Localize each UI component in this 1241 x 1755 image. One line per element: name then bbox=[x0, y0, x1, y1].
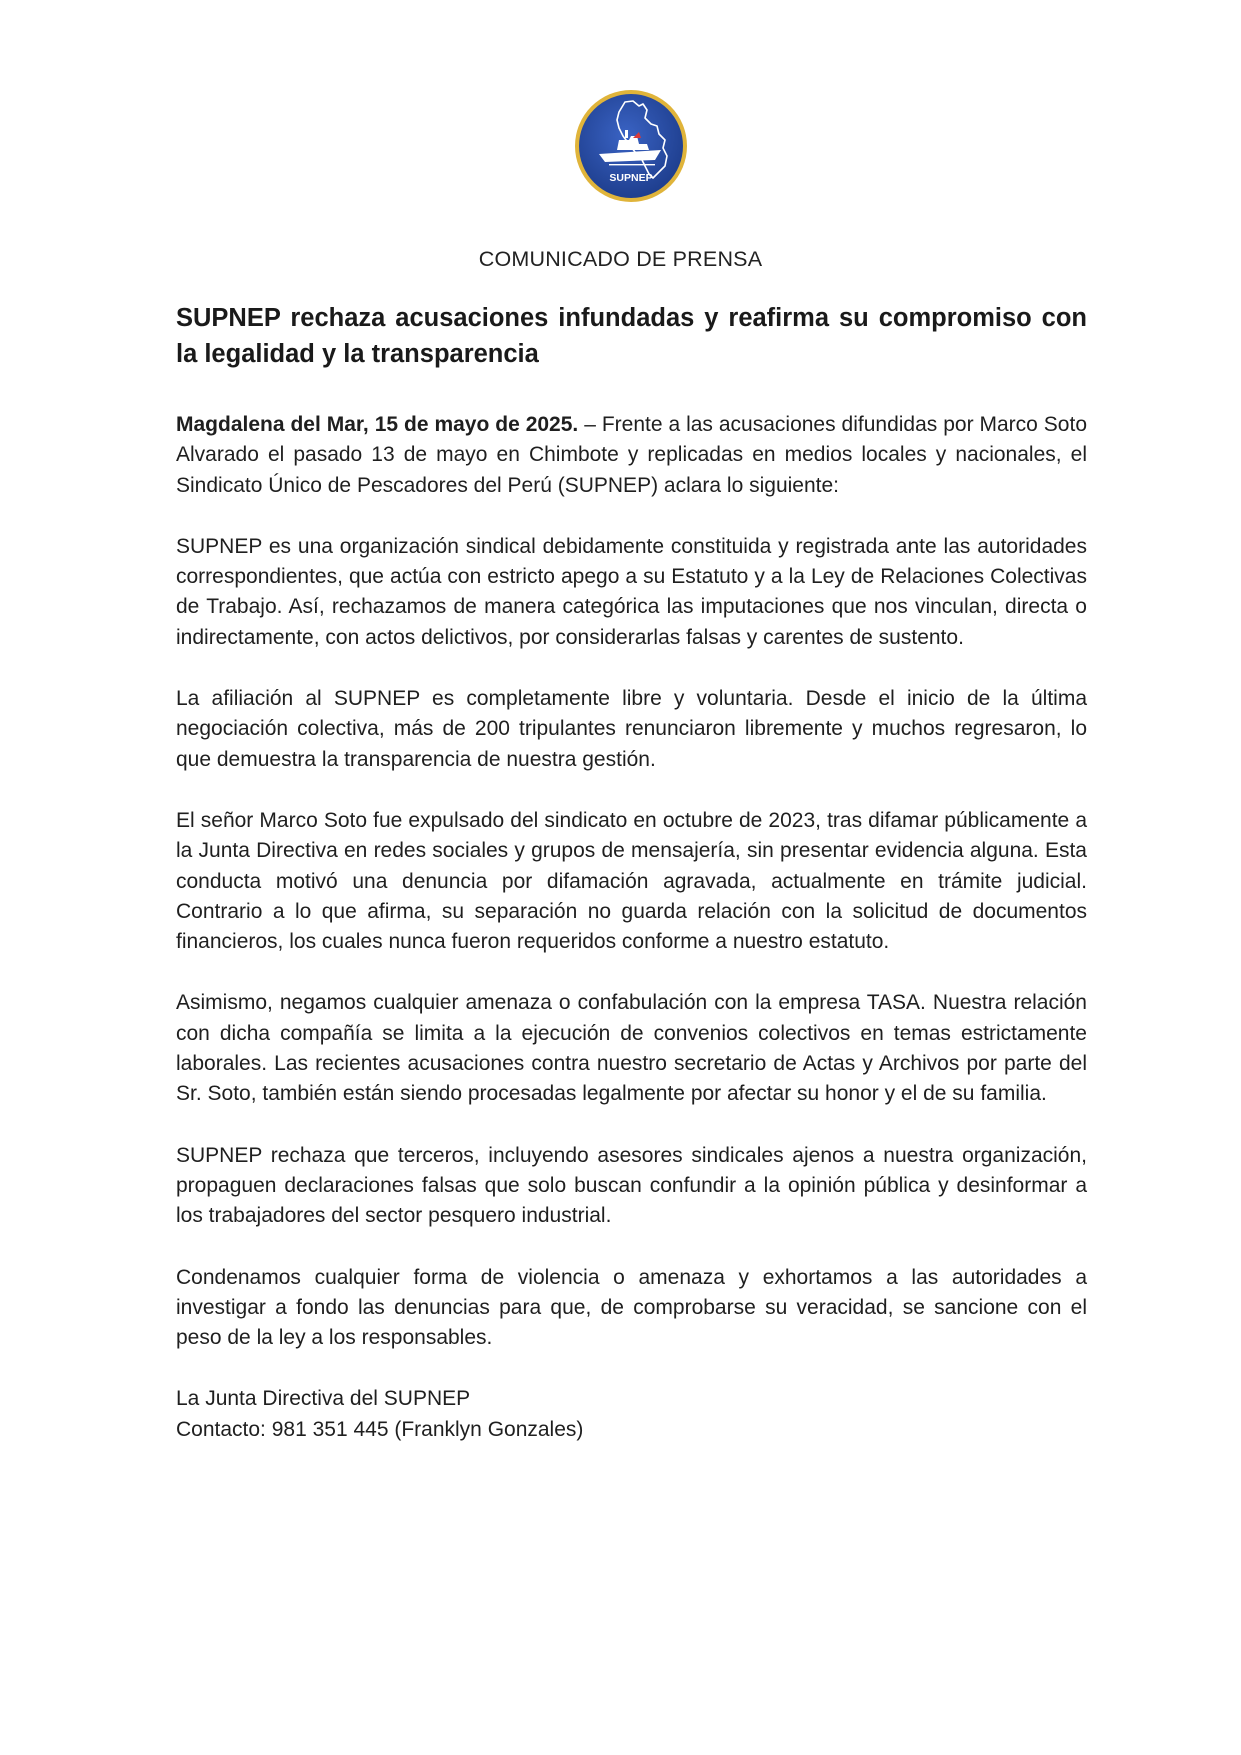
body-paragraph: Asimismo, negamos cualquier amenaza o confabulación con la empresa TASA. Nuestra relación con dicha compañía se limita a la ejecución de convenios colectivos en temas estrictamente laborales. Las recientes acusaciones contra nuestro secretario de Actas y Archivos por parte del Sr. Soto, también están siendo procesadas legalmente por afectar su honor y el de su familia. bbox=[176, 991, 1087, 1106]
document-label: COMUNICADO DE PRENSA bbox=[478, 247, 763, 271]
body-paragraph: El señor Marco Soto fue expulsado del sindicato en octubre de 2023, tras difamar públicamente a la Junta Directiva en redes sociales y grupos de mensajería, sin presentar evidencia alguna. Esta conducta motivó una denuncia por difamación agravada, actualmente en trámite judicial. Contrario a lo que afirma, su separación no guarda relación con la solicitud de documentos financieros, los cuales nunca fueron requeridos conforme a nuestro estatuto. bbox=[176, 808, 1087, 954]
contact-info: Contacto: 981 351 445 (Franklyn Gonzales) bbox=[176, 1417, 584, 1441]
body-paragraph: Condenamos cualquier forma de violencia o amenaza y exhortamos a las autoridades a investigar a fondo las denuncias para que, de comprobarse su veracidad, se sancione con el peso de la ley a los responsables. bbox=[176, 1265, 1087, 1350]
headline: SUPNEP rechaza acusaciones infundadas y reafirma su compromiso con la legalidad y la transparencia bbox=[176, 304, 1087, 368]
logo-text: SUPNEP bbox=[609, 172, 653, 184]
body-paragraph: SUPNEP es una organización sindical debidamente constituida y registrada ante las autoridades correspondientes, que actúa con estricto apego a su Estatuto y a la Ley de Relaciones Colectivas de Trabajo. Así, rechazamos de manera categórica las imputaciones que nos vinculan, directa o indirectamente, con actos delictivos, por considerarlas falsas y carentes de sustento. bbox=[176, 534, 1087, 649]
intro-paragraph bbox=[176, 410, 1087, 501]
document-body bbox=[176, 300, 1087, 1445]
body-paragraph: SUPNEP rechaza que terceros, incluyendo asesores sindicales ajenos a nuestra organización, propaguen declaraciones falsas que solo buscan confundir a la opinión pública y desinformar a los trabajadores del sector pesquero industrial. bbox=[176, 1143, 1087, 1228]
supnep-logo-icon bbox=[573, 88, 689, 204]
intro-text: – Frente a las acusaciones difundidas por Marco Soto Alvarado el pasado 13 de mayo en Chimbote y replicadas en medios locales y nacionales, el Sindicato Único de Pescadores del Perú (SUPNEP) aclara lo siguiente: bbox=[176, 413, 1087, 497]
signature: La Junta Directiva del SUPNEP bbox=[176, 1387, 471, 1411]
body-paragraph: La afiliación al SUPNEP es completamente libre y voluntaria. Desde el inicio de la última negociación colectiva, más de 200 tripulantes renunciaron libremente y muchos regresaron, lo que demuestra la transparencia de nuestra gestión. bbox=[176, 687, 1087, 771]
supnep-logo bbox=[573, 88, 689, 204]
dateline: Magdalena del Mar, 15 de mayo de 2025. bbox=[176, 413, 579, 436]
